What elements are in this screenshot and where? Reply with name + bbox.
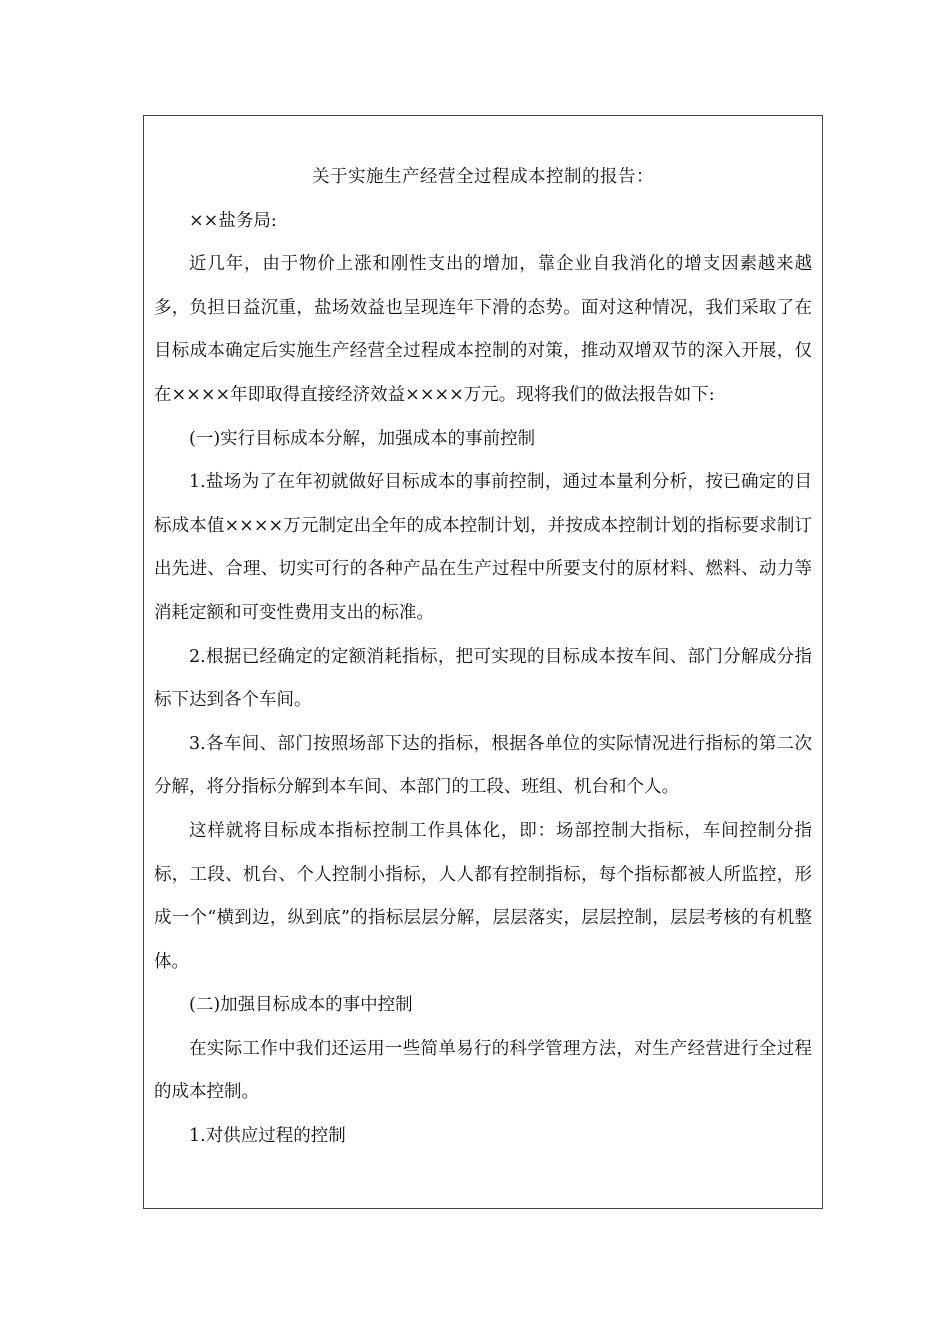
section-heading-1: (一)实行目标成本分解，加强成本的事前控制 xyxy=(189,428,536,449)
document-title: 关于实施生产经营全过程成本控制的报告： xyxy=(312,167,654,187)
paragraph-item-3: 3.各车间、部门按照场部下达的指标，根据各单位的实际情况进行指标的第二次分解，将分指标分解到本车间、本部门的工段、班组、机台和个人。 xyxy=(154,733,812,798)
paragraph-summary: 这样就将目标成本指标控制工作具体化，即：场部控制大指标，车间控制分指标，工段、机台、个人控制小指标，人人都有控制指标，每个指标都被人所监控，形成一个“横到边，纵到底”的指标层层分解，层层落实，层层控制，层层考核的有机整体。 xyxy=(154,820,812,972)
paragraph-supply-control: 1.对供应过程的控制 xyxy=(189,1126,346,1147)
salutation: ××盐务局: xyxy=(189,210,277,231)
section-heading-2: (二)加强目标成本的事中控制 xyxy=(189,995,413,1016)
document-body xyxy=(154,156,812,1159)
document-frame xyxy=(143,115,823,1209)
paragraph-intro: 近几年，由于物价上涨和刚性支出的增加，靠企业自我消化的增支因素越来越多，负担日益沉重，盐场效益也呈现连年下滑的态势。面对这种情况，我们采取了在目标成本确定后实施生产经营全过程成本控制的对策，推动双增双节的深入开展，仅在××××年即取得直接经济效益××××万元。现将我们的做法报告如下: xyxy=(154,254,812,405)
paragraph-methods: 在实际工作中我们还运用一些简单易行的科学管理方法，对生产经营进行全过程的成本控制。 xyxy=(154,1038,812,1103)
paragraph-item-1: 1.盐场为了在年初就做好目标成本的事前控制，通过本量利分析，按已确定的目标成本值××××万元制定出全年的成本控制计划，并按成本控制计划的指标要求制订出先进、合理、切实可行的各种产品在生产过程中所要支付的原材料、燃料、动力等消耗定额和可变性费用支出的标准。 xyxy=(154,472,812,623)
paragraph-item-2: 2.根据已经确定的定额消耗指标，把可实现的目标成本按车间、部门分解成分指标下达到各个车间。 xyxy=(154,646,812,711)
